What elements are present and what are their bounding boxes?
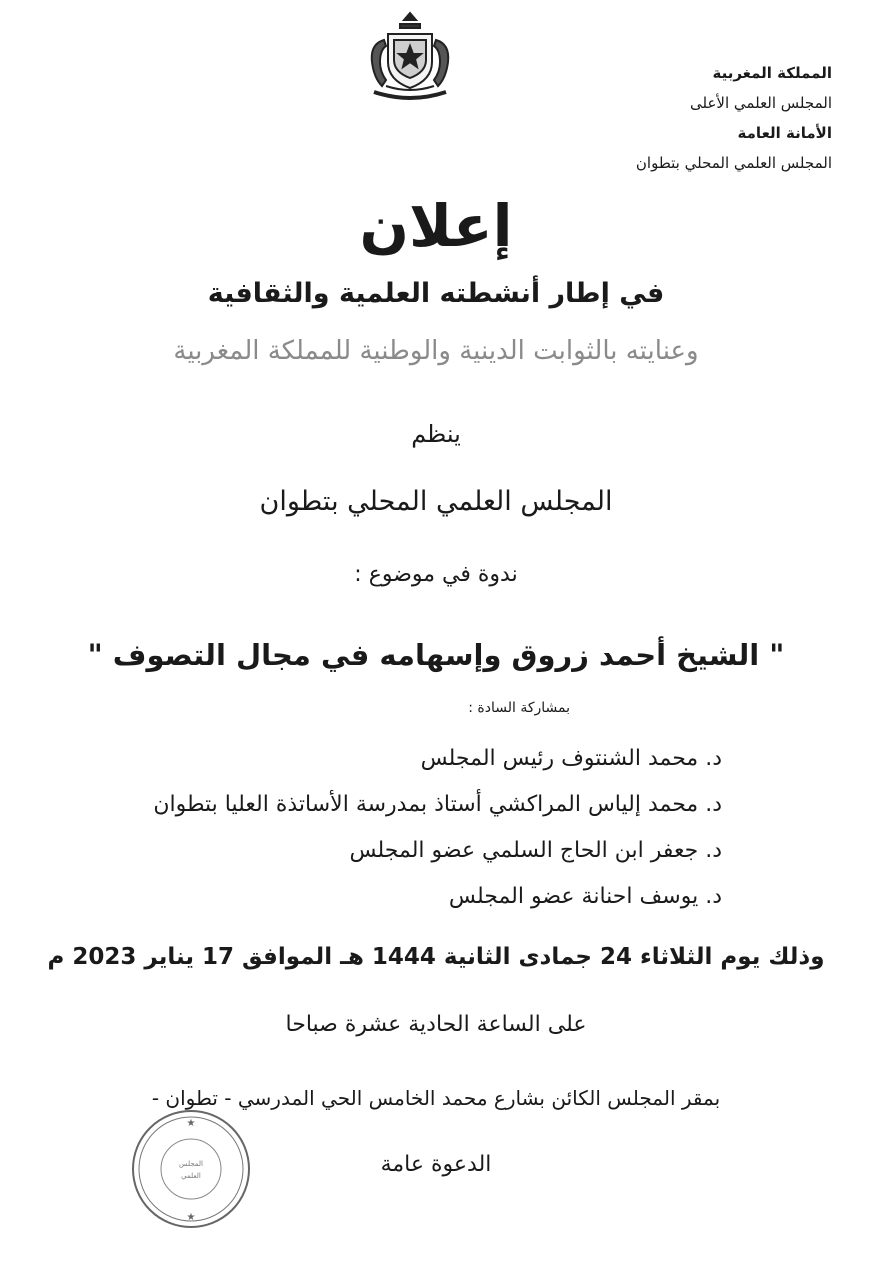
official-seal-icon	[130, 1108, 252, 1230]
participant-item: د. يوسف احنانة عضو المجلس	[448, 884, 722, 909]
header-local-council: المجلس العلمي المحلي بتطوان	[635, 154, 832, 172]
seminar-topic: " الشيخ أحمد زروق وإسهامه في مجال التصوف "	[87, 638, 785, 672]
header-general-secretariat: الأمانة العامة	[737, 124, 832, 142]
svg-text:★: ★	[186, 1118, 196, 1129]
svg-text:المجلس: المجلس	[179, 1160, 203, 1168]
organizer-name: المجلس العلمي المحلي بتطوان	[259, 486, 613, 517]
participants-list	[2, 736, 722, 920]
context-line-2: وعنايته بالثوابت الدينية والوطنية للمملكة المغربية	[173, 336, 699, 366]
participant-item: د. جعفر ابن الحاج السلمي عضو المجلس	[349, 838, 722, 863]
public-invitation: الدعوة عامة	[380, 1152, 492, 1177]
organizes-label: ينظم	[411, 420, 461, 448]
event-time: على الساعة الحادية عشرة صباحا	[285, 1012, 587, 1037]
svg-text:العلمي: العلمي	[181, 1172, 201, 1180]
event-venue: بمقر المجلس الكائن بشارع محمد الخامس الحي المدرسي - تطوان -	[151, 1086, 721, 1110]
header-kingdom: المملكة المغربية	[712, 64, 832, 82]
participant-item: د. محمد إلياس المراكشي أستاذ بمدرسة الأساتذة العليا بتطوان	[153, 792, 722, 817]
svg-text:★: ★	[186, 1212, 196, 1223]
participants-label: بمشاركة السادة :	[468, 700, 570, 716]
announcement-title: إعلان	[359, 192, 513, 260]
coat-of-arms-icon	[364, 10, 456, 104]
header-supreme-council: المجلس العلمي الأعلى	[690, 94, 832, 112]
context-line-1: في إطار أنشطته العلمية والثقافية	[207, 278, 665, 309]
event-date: وذلك يوم الثلاثاء 24 جمادى الثانية 1444 هـ الموافق 17 يناير 2023 م	[47, 944, 825, 970]
seminar-intro: ندوة في موضوع :	[354, 562, 518, 587]
participant-item: د. محمد الشنتوف رئيس المجلس	[420, 746, 722, 771]
institution-header	[572, 58, 832, 178]
